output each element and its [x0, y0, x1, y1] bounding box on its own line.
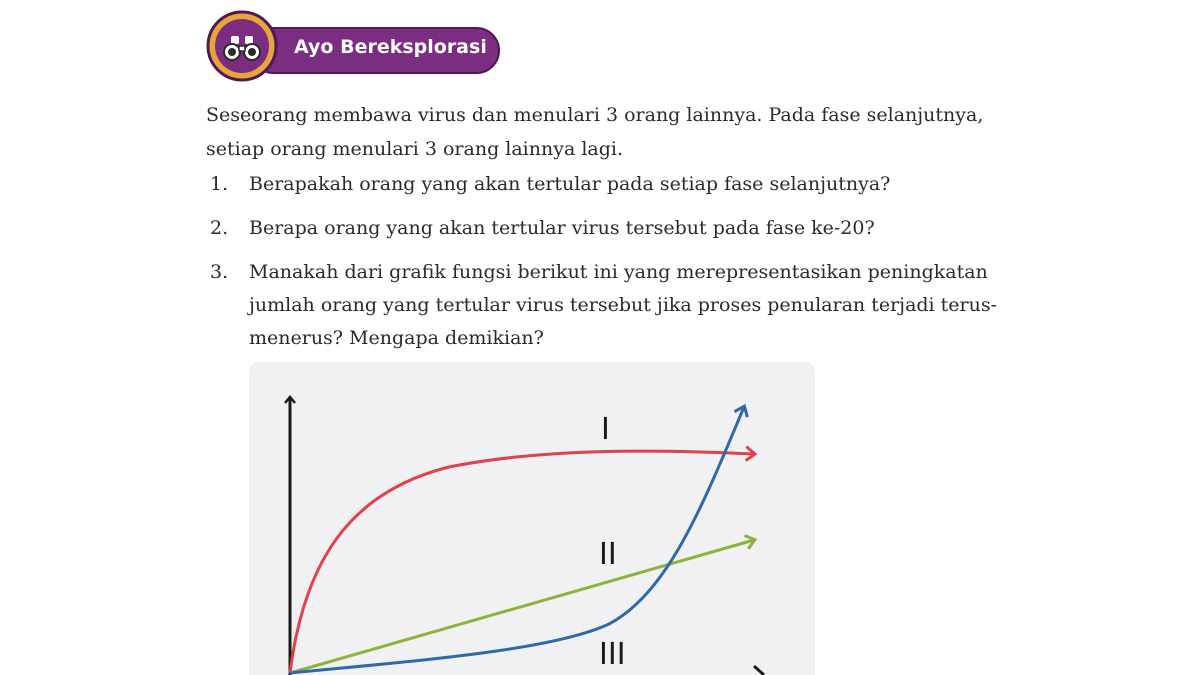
intro-line: Seseorang membawa virus dan menulari 3 orang lainnya. Pada fase selanjutnya,: [206, 104, 984, 126]
question-text: Berapakah orang yang akan tertular pada setiap fase selanjutnya?: [249, 173, 891, 195]
question-text: Berapa orang yang akan tertular virus tersebut pada fase ke-20?: [249, 217, 875, 239]
curve-label-ii: II: [599, 537, 617, 572]
binoculars-icon: [206, 10, 278, 82]
question-text: jumlah orang yang tertular virus tersebut jika proses penularan terjadi terus-: [249, 294, 998, 316]
section-title: Ayo Bereksplorasi: [294, 36, 487, 58]
question-text: Manakah dari grafik fungsi berikut ini yang merepresentasikan peningkatan: [249, 261, 988, 283]
section-badge: [206, 10, 506, 74]
question-list: [206, 168, 1026, 366]
intro-paragraph: [206, 98, 1006, 166]
question-item: [206, 168, 1026, 201]
curve-i: [290, 451, 754, 673]
question-number: 2.: [210, 217, 229, 239]
question-item: [206, 212, 1026, 245]
curve-iii: [290, 407, 744, 673]
question-number: 3.: [210, 261, 229, 283]
question-number: 1.: [210, 173, 229, 195]
x-axis-arrow: [754, 666, 764, 675]
function-graph: [249, 362, 815, 675]
intro-line: setiap orang menulari 3 orang lainnya lagi.: [206, 138, 624, 160]
graph-panel: [249, 362, 815, 675]
curve-label-i: I: [601, 412, 610, 447]
question-item: [206, 256, 1026, 355]
curve-ii: [290, 540, 754, 673]
question-text: menerus? Mengapa demikian?: [249, 327, 544, 349]
curve-label-iii: III: [599, 637, 626, 672]
